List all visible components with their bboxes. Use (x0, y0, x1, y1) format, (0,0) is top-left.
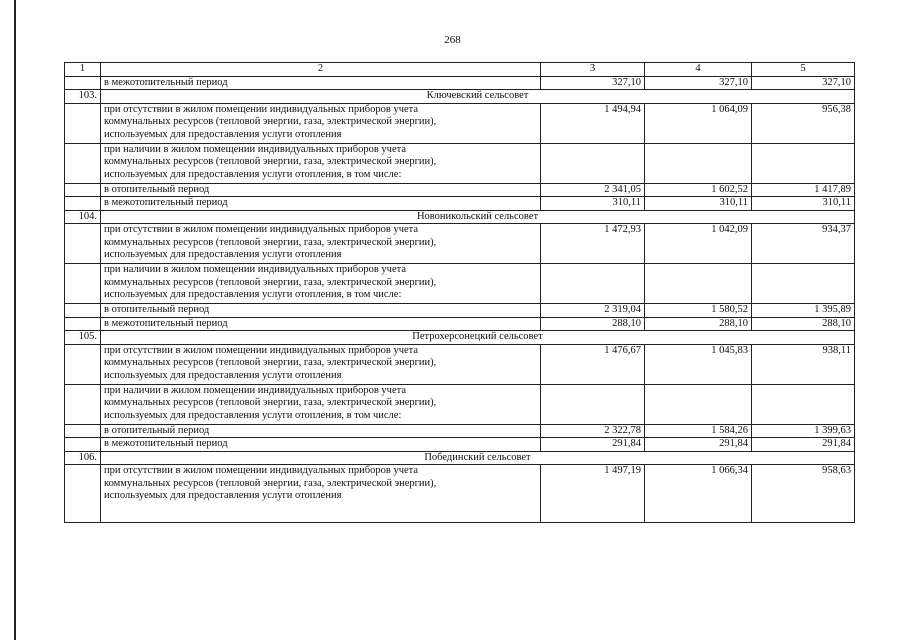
page-number: 268 (444, 34, 461, 46)
row-index-cell (65, 438, 101, 452)
tariff-table (64, 62, 855, 523)
row-description: в отопительный период (101, 183, 541, 197)
description-line: используемых для предоставления услуги отопления, в том числе: (104, 289, 402, 300)
row-index-cell (65, 183, 101, 197)
value-col-5: 288,10 (752, 317, 855, 331)
value-col-3: 327,10 (541, 76, 645, 90)
value-col-3: 291,84 (541, 438, 645, 452)
header-col-1: 1 (65, 63, 101, 77)
row-index-cell (65, 465, 101, 523)
value-col-3: 2 341,05 (541, 183, 645, 197)
table-row (65, 465, 855, 523)
section-row (65, 331, 855, 345)
row-description: в межотопительный период (101, 76, 541, 90)
row-description: в отопительный период (101, 424, 541, 438)
value-col-5: 291,84 (752, 438, 855, 452)
table-row (65, 76, 855, 90)
value-col-4: 1 580,52 (645, 304, 752, 318)
section-number: 104. (65, 210, 101, 224)
description-line: используемых для предоставления услуги отопления (104, 490, 342, 501)
value-col-4: 1 584,26 (645, 424, 752, 438)
value-col-3: 2 319,04 (541, 304, 645, 318)
value-col-4: 1 064,09 (645, 103, 752, 143)
row-index-cell (65, 224, 101, 264)
value-col-3: 1 472,93 (541, 224, 645, 264)
row-index-cell (65, 103, 101, 143)
value-col-5: 1 399,63 (752, 424, 855, 438)
table-row (65, 197, 855, 211)
row-description: в межотопительный период (101, 317, 541, 331)
table-row (65, 438, 855, 452)
value-col-4: 1 066,34 (645, 465, 752, 523)
description-line: при отсутствии в жилом помещении индивидуальных приборов учета (104, 103, 419, 115)
row-description (101, 103, 541, 143)
value-col-5: 934,37 (752, 224, 855, 264)
description-line: используемых для предоставления услуги отопления, в том числе: (104, 409, 402, 421)
section-number: 105. (65, 331, 101, 345)
table-row (65, 143, 855, 183)
row-index-cell (65, 344, 101, 384)
row-index-cell (65, 304, 101, 318)
description-line: при отсутствии в жилом помещении индивидуальных приборов учета (104, 344, 419, 356)
description-line: коммунальных ресурсов (тепловой энергии, газа, электрической энергии), (104, 156, 437, 167)
value-col-3: 1 476,67 (541, 344, 645, 384)
value-col-3 (541, 143, 645, 183)
value-col-3: 2 322,78 (541, 424, 645, 438)
table-header-row (65, 63, 855, 77)
row-description: в межотопительный период (101, 438, 541, 452)
value-col-3: 288,10 (541, 317, 645, 331)
header-col-2: 2 (101, 63, 541, 77)
table-row (65, 424, 855, 438)
value-col-3: 1 497,19 (541, 465, 645, 523)
section-title: Новоникольский сельсовет (101, 210, 855, 224)
description-line: при отсутствии в жилом помещении индивидуальных приборов учета (104, 224, 419, 235)
table-row (65, 264, 855, 304)
value-col-3 (541, 264, 645, 304)
description-line: при наличии в жилом помещении индивидуальных приборов учета (104, 384, 406, 396)
value-col-5 (752, 384, 855, 424)
value-col-5: 327,10 (752, 76, 855, 90)
row-index-cell (65, 197, 101, 211)
section-row (65, 451, 855, 465)
tariff-table-body (65, 63, 855, 523)
row-index-cell (65, 76, 101, 90)
header-col-5: 5 (752, 63, 855, 77)
row-description (101, 344, 541, 384)
header-col-4: 4 (645, 63, 752, 77)
row-description (101, 465, 541, 523)
section-title: Ключевский сельсовет (101, 90, 855, 104)
section-row (65, 210, 855, 224)
value-col-5: 956,38 (752, 103, 855, 143)
value-col-4 (645, 384, 752, 424)
description-line: коммунальных ресурсов (тепловой энергии, газа, электрической энергии), (104, 477, 437, 489)
section-number: 106. (65, 451, 101, 465)
description-line: при наличии в жилом помещении индивидуальных приборов учета (104, 143, 406, 155)
value-col-4: 288,10 (645, 317, 752, 331)
value-col-4: 1 602,52 (645, 183, 752, 197)
table-row (65, 344, 855, 384)
description-line: при отсутствии в жилом помещении индивидуальных приборов учета (104, 465, 419, 476)
table-row (65, 224, 855, 264)
value-col-5: 310,11 (752, 197, 855, 211)
row-index-cell (65, 143, 101, 183)
row-description: в межотопительный период (101, 197, 541, 211)
header-col-3: 3 (541, 63, 645, 77)
row-description (101, 264, 541, 304)
value-col-4 (645, 264, 752, 304)
row-index-cell (65, 424, 101, 438)
value-col-5 (752, 143, 855, 183)
value-col-4: 327,10 (645, 76, 752, 90)
description-line: используемых для предоставления услуги отопления (104, 128, 342, 140)
table-row (65, 183, 855, 197)
section-number: 103. (65, 90, 101, 104)
value-col-5: 938,11 (752, 344, 855, 384)
value-col-4: 1 045,83 (645, 344, 752, 384)
value-col-3: 1 494,94 (541, 103, 645, 143)
value-col-5: 1 417,89 (752, 183, 855, 197)
value-col-3 (541, 384, 645, 424)
scan-edge-line (14, 0, 16, 640)
row-description (101, 384, 541, 424)
row-description (101, 143, 541, 183)
table-row (65, 384, 855, 424)
row-description: в отопительный период (101, 304, 541, 318)
table-row (65, 103, 855, 143)
value-col-5: 1 395,89 (752, 304, 855, 318)
value-col-4 (645, 143, 752, 183)
section-title: Побединский сельсовет (101, 451, 855, 465)
row-index-cell (65, 264, 101, 304)
description-line: используемых для предоставления услуги отопления, в том числе: (104, 168, 402, 180)
value-col-5 (752, 264, 855, 304)
description-line: коммунальных ресурсов (тепловой энергии, газа, электрической энергии), (104, 116, 437, 127)
description-line: коммунальных ресурсов (тепловой энергии, газа, электрической энергии), (104, 276, 437, 288)
description-line: коммунальных ресурсов (тепловой энергии, газа, электрической энергии), (104, 357, 437, 368)
value-col-5: 958,63 (752, 465, 855, 523)
table-row (65, 304, 855, 318)
section-title: Петрохерсонецкий сельсовет (101, 331, 855, 345)
description-line: коммунальных ресурсов (тепловой энергии, газа, электрической энергии), (104, 397, 437, 408)
description-line: используемых для предоставления услуги отопления (104, 369, 342, 381)
row-index-cell (65, 317, 101, 331)
value-col-3: 310,11 (541, 197, 645, 211)
row-index-cell (65, 384, 101, 424)
description-line: коммунальных ресурсов (тепловой энергии, газа, электрической энергии), (104, 236, 437, 248)
description-line: при наличии в жилом помещении индивидуальных приборов учета (104, 264, 406, 275)
value-col-4: 291,84 (645, 438, 752, 452)
description-line: используемых для предоставления услуги отопления (104, 249, 342, 260)
value-col-4: 310,11 (645, 197, 752, 211)
section-row (65, 90, 855, 104)
table-row (65, 317, 855, 331)
row-description (101, 224, 541, 264)
value-col-4: 1 042,09 (645, 224, 752, 264)
